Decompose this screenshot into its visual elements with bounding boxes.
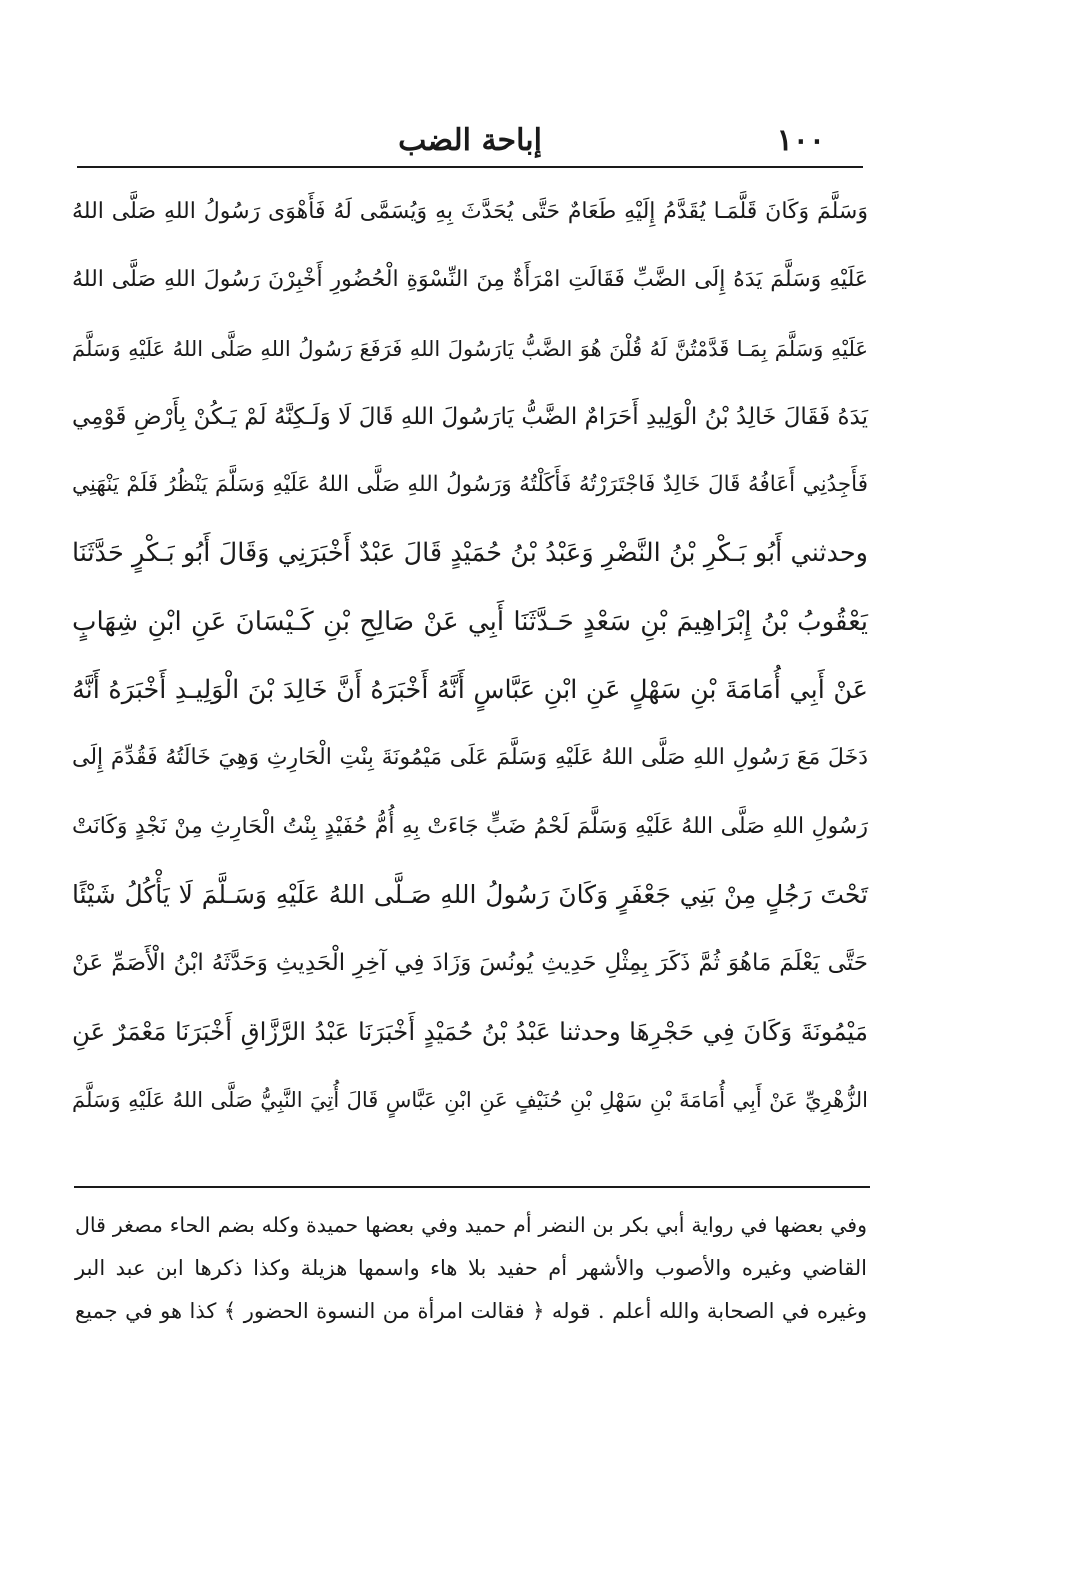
hadith-text [72, 178, 868, 1134]
text-line: عَلَيْهِ وَسَلَّمَ بِمَـا قَدَّمْتُنَّ لَهُ قُلْنَ هُوَ الضَّبُّ يَارَسُولَ اللهِ فَرَفَعَ رَسُولُ اللهِ صَلَّى اللهُ عَلَيْهِ وَسَلَّمَ [72, 336, 868, 361]
text-line: يَدَهُ فَقَالَ خَالِدُ بْنُ الْوَلِيدِ أَحَرَامٌ الضَّبُّ يَارَسُولَ اللهِ قَالَ لَا وَلَـكِنَّهُ لَمْ يَـكُنْ بِأَرْضِ قَوْمِي [72, 403, 868, 430]
page-header [75, 118, 865, 164]
text-line: الزُّهْرِيِّ عَنْ أَبِي أُمَامَةَ بْنِ سَهْلِ بْنِ حُنَيْفٍ عَنِ ابْنِ عَبَّاسٍ قَالَ أُتِيَ النَّبِيُّ صَلَّى اللهُ عَلَيْهِ وَسَلَّمَ [72, 1087, 868, 1112]
text-line: دَخَلَ مَعَ رَسُولِ اللهِ صَلَّى اللهُ عَلَيْهِ وَسَلَّمَ عَلَى مَيْمُونَةَ بِنْتِ الْحَارِثِ وَهِيَ خَالَتُهُ فَقُدِّمَ إِلَى [72, 745, 868, 771]
footnote-line: وغيره في الصحابة والله أعلم . قوله ﴿ فقالت امرأة من النسوة الحضور ﴾ كذا هو في جميع [75, 1299, 867, 1323]
text-line: حَتَّى يَعْلَمَ مَاهُوَ ثُمَّ ذَكَرَ بِمِثْلِ حَدِيثِ يُونُسَ وَزَادَ فِي آخِرِ الْحَدِيثِ وَحَدَّثَهُ ابْنُ الْأَصَمِّ عَنْ [72, 950, 868, 977]
text-line: يَعْقُوبُ بْنُ إِبْرَاهِيمَ بْنِ سَعْدٍ حَـدَّثَنَا أَبِي عَنْ صَالِحِ بْنِ كَـيْسَانَ عَنِ ابْنِ شِهَابٍ [72, 606, 868, 637]
footnote-line: القاضي وغيره والأصوب والأشهر أم حفيد بلا هاء واسمها هزيلة وكذا ذكرها ابن عبد البر [75, 1256, 867, 1280]
text-line: مَيْمُونَةَ وَكَانَ فِي حَجْرِهَا وحدثنا عَبْدُ بْنُ حُمَيْدٍ أَخْبَرَنَا عَبْدُ الرَّزَّاقِ أَخْبَرَنَا مَعْمَرٌ عَنِ [72, 1016, 868, 1046]
text-line: عَلَيْهِ وَسَلَّمَ يَدَهُ إِلَى الضَّبِّ فَقَالَتِ امْرَأَةٌ مِنَ النِّسْوَةِ الْحُضُورِ أَخْبِرْنَ رَسُولَ اللهِ صَلَّى اللهُ [72, 267, 868, 293]
text-line: وحدثني أَبُو بَـكْرِ بْنُ النَّضْرِ وَعَبْدُ بْنُ حُمَيْدٍ قَالَ عَبْدٌ أَخْبَرَنِي وَقَالَ أَبُو بَـكْرٍ حَدَّثَنَا [72, 538, 868, 569]
running-title: إباحة الضب [398, 123, 542, 158]
footnote-line: وفي بعضها في رواية أبي بكر بن النضر أم حميد وفي بعضها حميدة وكله بضم الحاء مصغر قال [75, 1213, 867, 1237]
text-line: وَسَلَّمَ وَكَانَ قَلَّمَـا يُقَدَّمُ إِلَيْهِ طَعَامٌ حَتَّى يُحَدَّثَ بِهِ وَيُسَمَّى لَهُ فَأَهْوَى رَسُولُ اللهِ صَلَّى اللهُ [72, 199, 868, 224]
commentary-footnotes [75, 1204, 867, 1333]
text-line: فَأَجِدُنِي أَعَافُهُ قَالَ خَالِدٌ فَاجْتَرَرْتُهُ فَأَكَلْتُهُ وَرَسُولُ اللهِ صَلَّى اللهُ عَلَيْهِ وَسَلَّمَ يَنْظُرُ فَلَمْ يَنْهَنِي [72, 472, 868, 498]
text-line: تَحْتَ رَجُلٍ مِنْ بَنِي جَعْفَرٍ وَكَانَ رَسُولُ اللهِ صَـلَّى اللهُ عَلَيْهِ وَسَـلَّمَ لَا يَأْكُلُ شَيْئًا [72, 879, 868, 909]
text-line: رَسُولِ اللهِ صَلَّى اللهُ عَلَيْهِ وَسَلَّمَ لَحْمُ ضَبٍّ جَاءَتْ بِهِ أُمُّ حُفَيْدٍ بِنْتُ الْحَارِثِ مِنْ نَجْدٍ وَكَانَتْ [72, 813, 868, 839]
text-line: عَنْ أَبِي أُمَامَةَ بْنِ سَهْلٍ عَنِ ابْنِ عَبَّاسٍ أَنَّهُ أَخْبَرَهُ أَنَّ خَالِدَ بْنَ الْوَلِيـدِ أَخْبَرَهُ أَنَّهُ [72, 675, 868, 706]
footnote-rule [74, 1186, 870, 1188]
header-rule [77, 166, 863, 168]
page-number: ١٠٠ [776, 123, 825, 158]
